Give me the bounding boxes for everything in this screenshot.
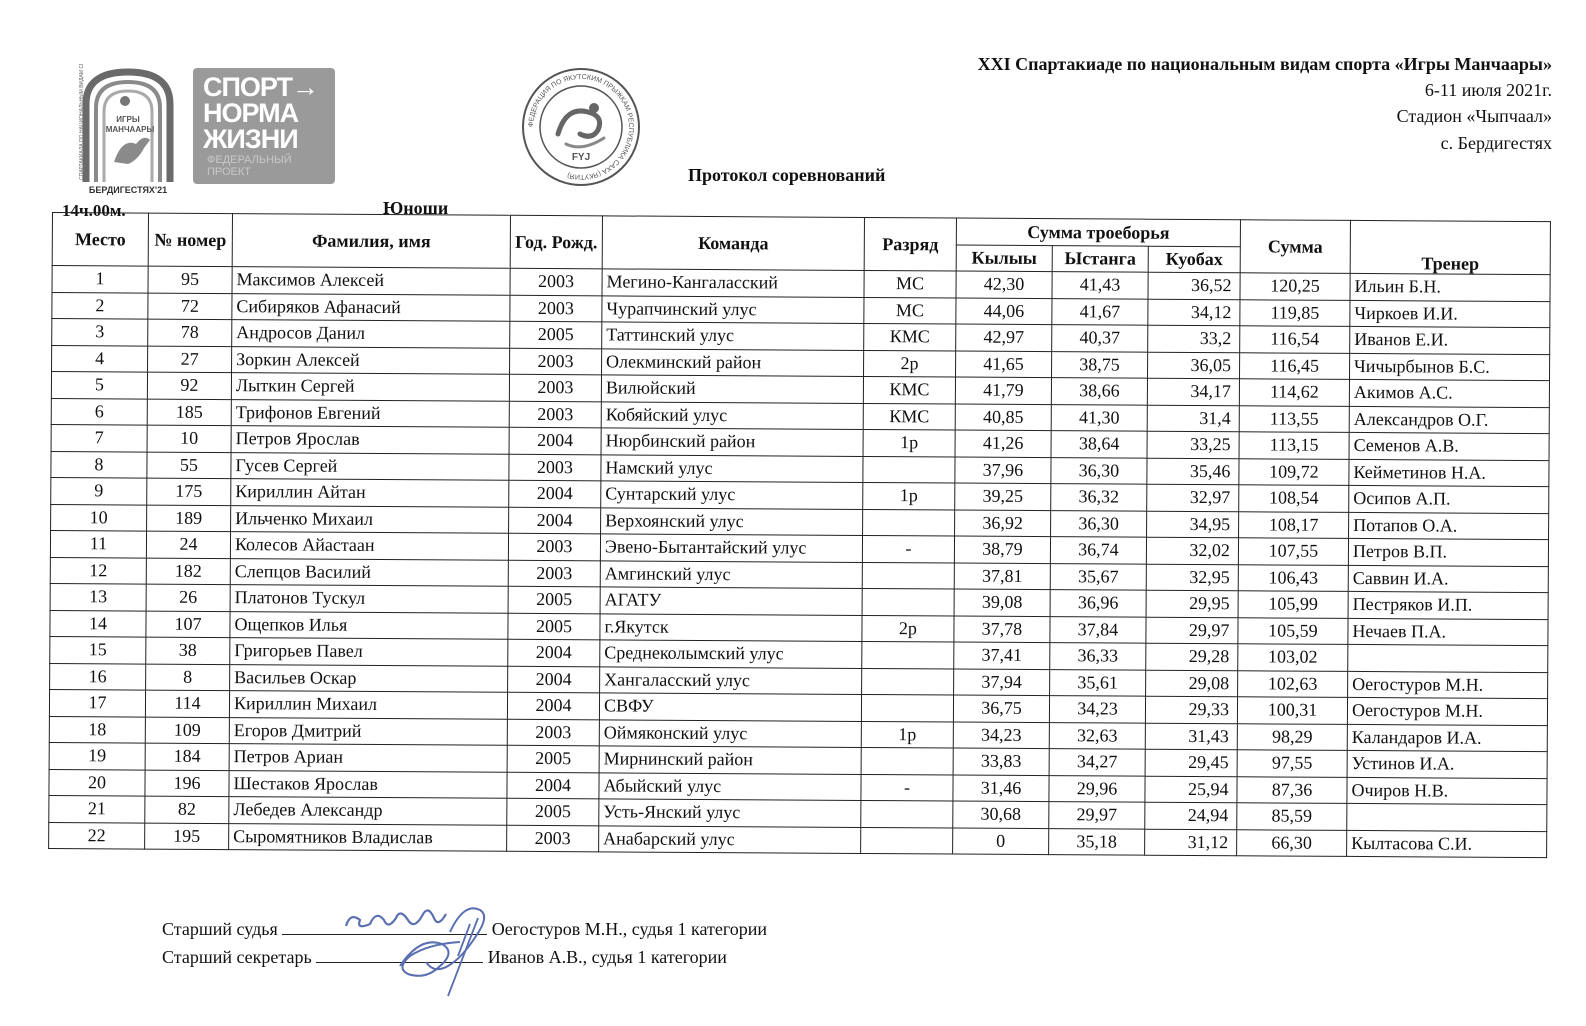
cell-total: 102,63	[1238, 670, 1348, 697]
cell-place: 9	[51, 477, 147, 504]
cell-rank	[862, 588, 954, 615]
sport-logo-sub1: ФЕДЕРАЛЬНЫЙ	[207, 154, 292, 166]
header-coach: Тренер	[1350, 220, 1550, 274]
cell-kylyy: 39,25	[955, 483, 1051, 510]
cell-kylyy: 36,75	[953, 695, 1049, 722]
header-name: Фамилия, имя	[232, 214, 510, 269]
header-kylyy: Кылыы	[956, 245, 1052, 272]
cell-total: 113,15	[1239, 432, 1349, 459]
cell-ystanga: 35,18	[1049, 828, 1145, 855]
cell-kuobah: 29,08	[1146, 670, 1238, 697]
cell-number: 195	[145, 823, 229, 850]
cell-coach: Нечаев П.А.	[1348, 618, 1548, 646]
cell-total: 114,62	[1239, 379, 1349, 406]
cell-number: 38	[146, 637, 230, 664]
results-table	[48, 212, 1551, 858]
page-title: Протокол соревнований	[688, 165, 886, 185]
header-team: Команда	[602, 216, 864, 271]
cell-place: 19	[49, 742, 145, 769]
cell-kuobah: 31,43	[1145, 723, 1237, 750]
cell-total: 109,72	[1239, 458, 1349, 485]
event-title: XXI Спартакиаде по национальным видам спорта «Игры Манчаары»	[977, 54, 1552, 74]
cell-year: 2005	[510, 321, 602, 348]
cell-kuobah: 36,52	[1148, 272, 1240, 299]
cell-year: 2004	[507, 692, 599, 719]
cell-total: 116,54	[1240, 326, 1350, 353]
svg-text:ФЕДЕРАЦИЯ ПО ЯКУТСКИМ ПРЫЖКАМ	[528, 74, 634, 180]
handwritten-signature	[330, 896, 530, 1006]
cell-number: 114	[145, 690, 229, 717]
header-place: Место	[52, 213, 148, 267]
cell-kuobah: 34,12	[1148, 299, 1240, 326]
header-total: Сумма	[1240, 220, 1350, 274]
cell-rank	[862, 641, 954, 668]
cell-coach: Потапов О.А.	[1349, 512, 1549, 540]
cell-rank: 1р	[863, 429, 955, 456]
cell-rank	[861, 800, 953, 827]
cell-rank: 2р	[864, 350, 956, 377]
cell-year: 2004	[507, 772, 599, 799]
cell-kuobah: 29,28	[1146, 643, 1238, 670]
cell-kylyy: 36,92	[955, 510, 1051, 537]
cell-rank	[863, 509, 955, 536]
cell-kuobah: 32,97	[1147, 484, 1239, 511]
cell-number: 24	[146, 531, 230, 558]
cell-coach: Очиров Н.В.	[1347, 777, 1547, 805]
cell-team: Хангаласский улус	[600, 666, 862, 694]
cell-total: 66,30	[1237, 829, 1347, 856]
cell-number: 26	[146, 584, 230, 611]
cell-kuobah: 32,02	[1146, 537, 1238, 564]
cell-kuobah: 35,46	[1147, 458, 1239, 485]
sport-logo-sub2: ПРОЕКТ	[207, 166, 252, 178]
cell-kylyy: 40,85	[955, 404, 1051, 431]
cell-kylyy: 34,23	[953, 722, 1049, 749]
cell-coach: Ильин Б.Н.	[1350, 273, 1550, 301]
cell-rank: КМС	[864, 323, 956, 350]
cell-rank	[861, 827, 953, 854]
cell-ystanga: 36,30	[1051, 510, 1147, 537]
cell-place: 18	[49, 716, 145, 743]
cell-ystanga: 34,23	[1049, 696, 1145, 723]
cell-total: 105,99	[1238, 591, 1348, 618]
cell-year: 2003	[510, 295, 602, 322]
category-label: Юноши	[383, 198, 449, 218]
cell-total: 113,55	[1239, 405, 1349, 432]
cell-ystanga: 35,67	[1050, 563, 1146, 590]
cell-coach: Оегостуров М.Н.	[1347, 697, 1547, 725]
cell-name: Петров Ярослав	[231, 426, 509, 454]
cell-coach: Александров О.Г.	[1349, 406, 1549, 434]
federation-center-text: FYJ	[571, 152, 591, 163]
cell-name: Сыромятников Владислав	[229, 823, 507, 851]
cell-team: Олекминский район	[602, 348, 864, 376]
cell-place: 1	[52, 266, 148, 293]
cell-kuobah: 34,17	[1147, 378, 1239, 405]
cell-coach: Саввин И.А.	[1348, 565, 1548, 593]
cell-rank: МС	[864, 270, 956, 297]
cell-kuobah: 31,4	[1147, 405, 1239, 432]
cell-kuobah: 29,45	[1145, 749, 1237, 776]
games-logo-bottom-text: БЕРДИГЕСТЯХ'21	[88, 185, 168, 195]
cell-kylyy: 31,46	[953, 775, 1049, 802]
cell-team: Среднеколымский улус	[600, 640, 862, 668]
cell-ystanga: 35,61	[1050, 669, 1146, 696]
cell-number: 184	[145, 743, 229, 770]
chief-judge-label: Старший судья	[162, 919, 278, 939]
cell-total: 106,43	[1238, 564, 1348, 591]
cell-rank	[863, 456, 955, 483]
cell-team: Таттинский улус	[602, 322, 864, 350]
cell-name: Ощепков Илья	[230, 611, 508, 639]
cell-place: 4	[52, 345, 148, 372]
cell-kylyy: 30,68	[953, 801, 1049, 828]
cell-kuobah: 36,05	[1148, 352, 1240, 379]
cell-year: 2003	[510, 268, 602, 295]
cell-place: 22	[49, 822, 145, 849]
cell-kylyy: 37,78	[954, 616, 1050, 643]
cell-total: 100,31	[1237, 697, 1347, 724]
cell-kuobah: 34,95	[1147, 511, 1239, 538]
header-number: № номер	[148, 213, 232, 267]
cell-ystanga: 29,97	[1049, 802, 1145, 829]
cell-team: Чурапчинский улус	[602, 295, 864, 323]
cell-number: 189	[147, 505, 231, 532]
chief-secretary-value: Иванов А.В., судья 1 категории	[487, 947, 727, 967]
cell-year: 2003	[509, 374, 601, 401]
cell-number: 182	[146, 558, 230, 585]
start-time: 14ч.00м.	[62, 201, 126, 220]
cell-coach: Акимов А.С.	[1349, 379, 1549, 407]
cell-total: 108,54	[1239, 485, 1349, 512]
cell-total: 98,29	[1237, 723, 1347, 750]
event-place: с. Бердигестях	[1440, 133, 1552, 153]
cell-place: 13	[50, 583, 146, 610]
cell-total: 108,17	[1239, 511, 1349, 538]
cell-coach: Кылтасова С.И.	[1347, 830, 1547, 858]
cell-place: 14	[50, 610, 146, 637]
cell-place: 6	[51, 398, 147, 425]
cell-coach: Кейметинов Н.А.	[1349, 459, 1549, 487]
sport-logo-line2: НОРМА	[203, 98, 299, 128]
cell-name: Сибиряков Афанасий	[232, 293, 510, 321]
cell-year: 2003	[510, 348, 602, 375]
cell-place: 5	[51, 372, 147, 399]
cell-team: Мегино-Кангаласский	[602, 269, 864, 297]
cell-year: 2005	[507, 798, 599, 825]
cell-name: Максимов Алексей	[232, 267, 510, 295]
cell-rank	[862, 668, 954, 695]
cell-kuobah: 31,12	[1145, 829, 1237, 856]
cell-year: 2004	[508, 666, 600, 693]
cell-name: Кириллин Айтан	[231, 479, 509, 507]
cell-year: 2003	[508, 560, 600, 587]
cell-kuobah: 32,95	[1146, 564, 1238, 591]
cell-rank: -	[861, 774, 953, 801]
cell-name: Лыткин Сергей	[231, 373, 509, 401]
cell-team: Намский улус	[601, 454, 863, 482]
cell-place: 8	[51, 451, 147, 478]
cell-coach: Осипов А.П.	[1349, 485, 1549, 513]
cell-kylyy: 38,79	[954, 536, 1050, 563]
cell-year: 2004	[508, 639, 600, 666]
cell-name: Зоркин Алексей	[232, 346, 510, 374]
cell-coach	[1347, 803, 1547, 831]
cell-team: СВФУ	[599, 693, 861, 721]
cell-coach: Чичырбынов Б.С.	[1350, 353, 1550, 381]
cell-year: 2003	[507, 719, 599, 746]
cell-total: 87,36	[1237, 776, 1347, 803]
cell-year: 2003	[507, 825, 599, 852]
cell-place: 11	[50, 530, 146, 557]
cell-rank: -	[862, 535, 954, 562]
cell-kuobah: 33,25	[1147, 431, 1239, 458]
event-venue: Стадион «Чыпчаал»	[1396, 106, 1552, 126]
cell-name: Васильев Оскар	[230, 664, 508, 692]
cell-team: г.Якутск	[600, 613, 862, 641]
cell-number: 78	[148, 319, 232, 346]
cell-kylyy: 37,96	[955, 457, 1051, 484]
cell-kylyy: 37,94	[954, 669, 1050, 696]
cell-number: 109	[145, 717, 229, 744]
cell-team: Сунтарский улус	[601, 481, 863, 509]
cell-place: 21	[49, 795, 145, 822]
header-birth-year: Год. Рожд.	[510, 215, 602, 269]
cell-coach: Устинов И.А.	[1347, 750, 1547, 778]
cell-team: Оймяконский улус	[599, 719, 861, 747]
cell-rank	[862, 562, 954, 589]
cell-ystanga: 41,30	[1051, 404, 1147, 431]
cell-name: Егоров Дмитрий	[229, 717, 507, 745]
cell-name: Кириллин Михаил	[229, 691, 507, 719]
cell-total: 119,85	[1240, 299, 1350, 326]
cell-ystanga: 36,30	[1051, 457, 1147, 484]
cell-number: 82	[145, 796, 229, 823]
cell-name: Лебедев Александр	[229, 797, 507, 825]
cell-name: Платонов Тускул	[230, 585, 508, 613]
cell-kylyy: 37,41	[954, 642, 1050, 669]
cell-ystanga: 34,27	[1049, 749, 1145, 776]
cell-total: 97,55	[1237, 750, 1347, 777]
cell-ystanga: 36,96	[1050, 590, 1146, 617]
cell-ystanga: 37,84	[1050, 616, 1146, 643]
cell-place: 7	[51, 424, 147, 451]
cell-year: 2003	[509, 454, 601, 481]
cell-number: 72	[148, 293, 232, 320]
cell-coach	[1348, 644, 1548, 672]
cell-name: Андросов Данил	[232, 320, 510, 348]
cell-kuobah: 33,2	[1148, 325, 1240, 352]
cell-number: 107	[146, 611, 230, 638]
cell-total: 107,55	[1238, 538, 1348, 565]
cell-coach: Петров В.П.	[1348, 538, 1548, 566]
federation-ring-text: ФЕДЕРАЦИЯ ПО ЯКУТСКИМ ПРЫЖКАМ РЕСПУБЛИКА САХА (ЯКУТИЯ)	[527, 73, 635, 181]
cell-place: 3	[52, 319, 148, 346]
cell-kuobah: 29,97	[1146, 617, 1238, 644]
cell-total: 103,02	[1238, 644, 1348, 671]
cell-name: Слепцов Василий	[230, 558, 508, 586]
header-rank: Разряд	[864, 217, 956, 271]
cell-ystanga: 36,74	[1050, 537, 1146, 564]
cell-total: 116,45	[1240, 352, 1350, 379]
cell-kuobah: 24,94	[1145, 802, 1237, 829]
cell-kuobah: 29,95	[1146, 590, 1238, 617]
cell-place: 17	[49, 689, 145, 716]
cell-ystanga: 38,75	[1052, 351, 1148, 378]
cell-ystanga: 29,96	[1049, 775, 1145, 802]
games-logo	[78, 64, 178, 198]
cell-name: Петров Ариан	[229, 744, 507, 772]
cell-ystanga: 32,63	[1049, 722, 1145, 749]
cell-ystanga: 36,33	[1050, 643, 1146, 670]
games-logo-name-text: МАНЧААРЫ	[105, 125, 155, 134]
cell-year: 2003	[509, 401, 601, 428]
cell-number: 95	[148, 266, 232, 293]
cell-place: 16	[50, 663, 146, 690]
chief-judge-value: Оегостуров М.Н., судья 1 категории	[491, 919, 768, 939]
sport-logo-line1: СПОРТ→	[203, 72, 319, 102]
cell-kylyy: 39,08	[954, 589, 1050, 616]
cell-name: Гусев Сергей	[231, 452, 509, 480]
cell-coach: Чиркоев И.И.	[1350, 300, 1550, 328]
cell-place: 15	[50, 636, 146, 663]
chief-secretary-label: Старший секретарь	[162, 947, 312, 967]
cell-team: Амгинский улус	[600, 560, 862, 588]
cell-rank	[861, 694, 953, 721]
cell-name: Шестаков Ярослав	[229, 770, 507, 798]
sport-norm-logo	[193, 68, 335, 184]
header-triathlon-sum: Сумма троеборья	[956, 218, 1240, 246]
cell-ystanga: 41,67	[1052, 298, 1148, 325]
cell-rank	[861, 747, 953, 774]
cell-team: Вилюйский	[601, 375, 863, 403]
cell-team: Абыйский улус	[599, 772, 861, 800]
cell-kylyy: 0	[953, 828, 1049, 855]
cell-rank: МС	[864, 297, 956, 324]
cell-year: 2004	[509, 507, 601, 534]
cell-ystanga: 38,64	[1051, 431, 1147, 458]
cell-kylyy: 44,06	[956, 298, 1052, 325]
cell-kylyy: 42,30	[956, 271, 1052, 298]
cell-team: Анабарский улус	[599, 825, 861, 853]
cell-number: 185	[147, 399, 231, 426]
cell-year: 2004	[509, 480, 601, 507]
cell-place: 2	[52, 292, 148, 319]
event-dates: 6-11 июля 2021г.	[1424, 80, 1552, 100]
cell-coach: Оегостуров М.Н.	[1348, 671, 1548, 699]
cell-place: 10	[51, 504, 147, 531]
cell-team: Нюрбинский район	[601, 428, 863, 456]
cell-year: 2003	[508, 533, 600, 560]
cell-kylyy: 33,83	[953, 748, 1049, 775]
cell-kylyy: 41,65	[956, 351, 1052, 378]
cell-name: Ильченко Михаил	[231, 505, 509, 533]
cell-team: Мирнинский район	[599, 746, 861, 774]
cell-name: Григорьев Павел	[230, 638, 508, 666]
cell-coach: Каландаров И.А.	[1347, 724, 1547, 752]
cell-year: 2005	[508, 586, 600, 613]
cell-year: 2005	[508, 613, 600, 640]
cell-rank: 1р	[861, 721, 953, 748]
cell-number: 10	[147, 425, 231, 452]
games-logo-top-text: ИГРЫ	[116, 115, 140, 124]
cell-rank: 1р	[863, 482, 955, 509]
cell-rank: 2р	[862, 615, 954, 642]
cell-place: 20	[49, 769, 145, 796]
cell-kylyy: 41,26	[955, 430, 1051, 457]
cell-number: 92	[147, 372, 231, 399]
cell-name: Трифонов Евгений	[231, 399, 509, 427]
cell-number: 27	[148, 346, 232, 373]
cell-coach: Пестряков И.П.	[1348, 591, 1548, 619]
cell-name: Колесов Айастаан	[230, 532, 508, 560]
cell-total: 105,59	[1238, 617, 1348, 644]
cell-ystanga: 36,32	[1051, 484, 1147, 511]
cell-year: 2004	[509, 427, 601, 454]
cell-ystanga: 38,66	[1051, 378, 1147, 405]
cell-total: 85,59	[1237, 803, 1347, 830]
cell-team: Усть-Янский улус	[599, 799, 861, 827]
cell-team: Верхоянский улус	[601, 507, 863, 535]
cell-team: АГАТУ	[600, 587, 862, 615]
cell-number: 196	[145, 770, 229, 797]
cell-kuobah: 29,33	[1145, 696, 1237, 723]
cell-number: 8	[146, 664, 230, 691]
cell-place: 12	[50, 557, 146, 584]
cell-kylyy: 42,97	[956, 324, 1052, 351]
cell-kylyy: 37,81	[954, 563, 1050, 590]
games-logo-side-text: СПАРТАКИАДА ПО НАЦИОНАЛЬНЫМ ВИДАМ СПОРТА	[79, 64, 85, 180]
cell-total: 120,25	[1240, 273, 1350, 300]
cell-coach: Иванов Е.И.	[1350, 326, 1550, 354]
cell-ystanga: 41,43	[1052, 272, 1148, 299]
header-ystanga: Ыстанга	[1052, 245, 1148, 272]
cell-rank: КМС	[863, 403, 955, 430]
cell-coach: Семенов А.В.	[1349, 432, 1549, 460]
cell-number: 175	[147, 478, 231, 505]
cell-team: Кобяйский улус	[601, 401, 863, 429]
cell-kylyy: 41,79	[955, 377, 1051, 404]
header-kuobah: Куобах	[1148, 246, 1240, 273]
cell-ystanga: 40,37	[1052, 325, 1148, 352]
cell-number: 55	[147, 452, 231, 479]
cell-year: 2005	[507, 745, 599, 772]
cell-team: Эвено-Бытантайский улус	[600, 534, 862, 562]
federation-logo	[518, 64, 644, 190]
sport-logo-line3: ЖИЗНИ	[203, 124, 298, 154]
cell-rank: КМС	[863, 376, 955, 403]
cell-kuobah: 25,94	[1145, 776, 1237, 803]
